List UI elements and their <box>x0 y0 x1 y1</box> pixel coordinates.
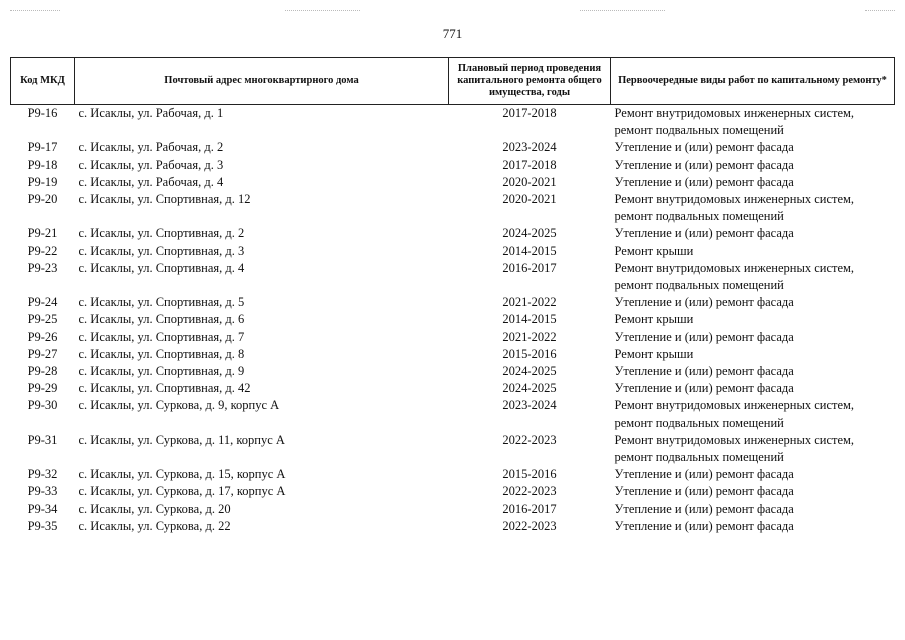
cell-code: Р9-22 <box>27 243 58 258</box>
cell-code: Р9-20 <box>27 192 58 207</box>
cell-works <box>611 483 895 500</box>
works-text: Утепление и (или) ремонт фасада <box>614 484 794 499</box>
table-row <box>11 311 895 328</box>
works-text: Ремонт внутридомовых инженерных систем, ремонт подвальных помещений <box>614 192 855 224</box>
cell-period: 2015-2016 <box>502 467 557 482</box>
works-text: Ремонт внутридомовых инженерных систем, ремонт подвальных помещений <box>614 260 855 293</box>
works-text: Утепление и (или) ремонт фасада <box>614 518 794 533</box>
cell-works <box>611 243 895 260</box>
cell-address: с. Исаклы, ул. Суркова, д. 20 <box>78 501 231 516</box>
table-row <box>11 174 895 191</box>
cell-period: 2024-2025 <box>502 364 557 379</box>
cell-period: 2024-2025 <box>502 381 557 396</box>
cell-code: Р9-34 <box>27 501 58 516</box>
cell-code: Р9-31 <box>27 432 58 447</box>
cell-period: 2017-2018 <box>502 157 557 172</box>
cell-code: Р9-25 <box>27 312 58 327</box>
table-row <box>11 329 895 346</box>
works-text: Утепление и (или) ремонт фасада <box>614 467 794 482</box>
cell-code: Р9-18 <box>27 157 58 172</box>
cell-period: 2016-2017 <box>502 501 557 516</box>
table-row <box>11 466 895 483</box>
cell-code: Р9-29 <box>27 381 58 396</box>
cell-code: Р9-35 <box>27 518 58 533</box>
cell-code: Р9-32 <box>27 467 58 482</box>
cell-works <box>611 432 895 466</box>
cell-works <box>611 518 895 535</box>
table-row <box>11 105 895 140</box>
table-row <box>11 483 895 500</box>
table-row <box>11 380 895 397</box>
works-text: Ремонт внутридомовых инженерных систем, ремонт подвальных помещений <box>614 106 855 138</box>
cell-code: Р9-19 <box>27 174 58 189</box>
cell-code: Р9-30 <box>27 398 58 413</box>
cell-code: Р9-33 <box>27 484 58 499</box>
works-text: Утепление и (или) ремонт фасада <box>614 501 794 516</box>
works-text: Ремонт крыши <box>614 346 694 361</box>
cell-period: 2014-2015 <box>502 243 557 258</box>
cell-works <box>611 294 895 311</box>
cell-period: 2022-2023 <box>502 518 557 533</box>
table-row <box>11 157 895 174</box>
cell-address: с. Исаклы, ул. Спортивная, д. 4 <box>78 260 245 275</box>
works-text: Утепление и (или) ремонт фасада <box>614 157 794 172</box>
cell-period: 2017-2018 <box>502 106 557 120</box>
cell-period: 2021-2022 <box>502 295 557 310</box>
cell-code: Р9-27 <box>27 346 58 361</box>
cell-address: с. Исаклы, ул. Спортивная, д. 3 <box>78 243 245 258</box>
table-header-row <box>11 58 895 105</box>
cell-code: Р9-16 <box>27 106 58 120</box>
cell-address: с. Исаклы, ул. Суркова, д. 22 <box>78 518 231 533</box>
cell-period: 2020-2021 <box>502 192 557 207</box>
table-row <box>11 363 895 380</box>
works-text: Утепление и (или) ремонт фасада <box>614 295 794 310</box>
cell-address: с. Исаклы, ул. Спортивная, д. 2 <box>78 226 245 241</box>
works-text: Ремонт внутридомовых инженерных систем, ремонт подвальных помещений <box>614 398 855 430</box>
cell-address: с. Исаклы, ул. Суркова, д. 15, корпус А <box>78 467 286 482</box>
cell-works <box>611 105 895 140</box>
table-row <box>11 260 895 294</box>
table-row <box>11 397 895 431</box>
cell-works <box>611 157 895 174</box>
table-row <box>11 294 895 311</box>
works-text: Утепление и (или) ремонт фасада <box>614 174 794 189</box>
works-text: Ремонт крыши <box>614 243 694 258</box>
header-address: Почтовый адрес многоквартирного дома <box>75 58 449 105</box>
cell-works <box>611 363 895 380</box>
works-text: Утепление и (или) ремонт фасада <box>614 381 794 396</box>
cell-works <box>611 191 895 225</box>
cell-works <box>611 466 895 483</box>
scan-artifacts <box>0 10 905 14</box>
cell-code: Р9-26 <box>27 329 58 344</box>
cell-period: 2024-2025 <box>502 226 557 241</box>
table-row <box>11 139 895 156</box>
cell-works <box>611 139 895 156</box>
table-row <box>11 518 895 535</box>
table-row <box>11 191 895 225</box>
table-row <box>11 432 895 466</box>
header-works: Первоочередные виды работ по капитальному ремонту* <box>611 58 895 105</box>
cell-period: 2021-2022 <box>502 329 557 344</box>
cell-address: с. Исаклы, ул. Рабочая, д. 4 <box>78 174 224 189</box>
table-body <box>11 105 895 536</box>
cell-period: 2015-2016 <box>502 346 557 361</box>
cell-period: 2022-2023 <box>502 432 557 447</box>
header-period: Плановый период проведения капитального ремонта общего имущества, годы <box>449 58 611 105</box>
cell-period: 2016-2017 <box>502 260 557 275</box>
cell-address: с. Исаклы, ул. Спортивная, д. 9 <box>78 364 245 379</box>
table-row <box>11 501 895 518</box>
cell-period: 2023-2024 <box>502 140 557 155</box>
cell-address: с. Исаклы, ул. Спортивная, д. 8 <box>78 346 245 361</box>
table-row <box>11 243 895 260</box>
cell-code: Р9-23 <box>27 260 58 275</box>
cell-address: с. Исаклы, ул. Суркова, д. 11, корпус А <box>78 432 285 447</box>
cell-address: с. Исаклы, ул. Суркова, д. 9, корпус А <box>78 398 280 413</box>
header-code: Код МКД <box>11 58 75 105</box>
cell-works <box>611 380 895 397</box>
cell-period: 2022-2023 <box>502 484 557 499</box>
cell-period: 2023-2024 <box>502 398 557 413</box>
page-number: 771 <box>442 26 463 41</box>
cell-address: с. Исаклы, ул. Рабочая, д. 1 <box>78 106 224 120</box>
works-text: Утепление и (или) ремонт фасада <box>614 329 794 344</box>
cell-period: 2020-2021 <box>502 174 557 189</box>
cell-address: с. Исаклы, ул. Спортивная, д. 6 <box>78 312 245 327</box>
cell-address: с. Исаклы, ул. Спортивная, д. 12 <box>78 192 251 207</box>
cell-code: Р9-28 <box>27 364 58 379</box>
cell-address: с. Исаклы, ул. Рабочая, д. 2 <box>78 140 224 155</box>
cell-address: с. Исаклы, ул. Спортивная, д. 7 <box>78 329 245 344</box>
works-text: Утепление и (или) ремонт фасада <box>614 364 794 379</box>
repair-schedule-table-container <box>10 57 895 535</box>
cell-address: с. Исаклы, ул. Рабочая, д. 3 <box>78 157 224 172</box>
cell-period: 2014-2015 <box>502 312 557 327</box>
works-text: Утепление и (или) ремонт фасада <box>614 140 794 155</box>
cell-works <box>611 225 895 242</box>
table-header <box>11 58 895 105</box>
table-row <box>11 346 895 363</box>
works-text: Утепление и (или) ремонт фасада <box>614 226 794 241</box>
cell-works <box>611 501 895 518</box>
cell-works <box>611 329 895 346</box>
cell-address: с. Исаклы, ул. Суркова, д. 17, корпус А <box>78 484 286 499</box>
works-text: Ремонт внутридомовых инженерных систем, ремонт подвальных помещений <box>614 432 855 465</box>
cell-code: Р9-24 <box>27 295 58 310</box>
cell-works <box>611 260 895 294</box>
cell-works <box>611 174 895 191</box>
works-text: Ремонт крыши <box>614 312 694 327</box>
cell-works <box>611 311 895 328</box>
cell-address: с. Исаклы, ул. Спортивная, д. 5 <box>78 295 245 310</box>
cell-code: Р9-17 <box>27 140 58 155</box>
table-row <box>11 225 895 242</box>
repair-schedule-table <box>10 57 895 535</box>
cell-works <box>611 346 895 363</box>
cell-address: с. Исаклы, ул. Спортивная, д. 42 <box>78 381 251 396</box>
cell-works <box>611 397 895 431</box>
cell-code: Р9-21 <box>27 226 58 241</box>
